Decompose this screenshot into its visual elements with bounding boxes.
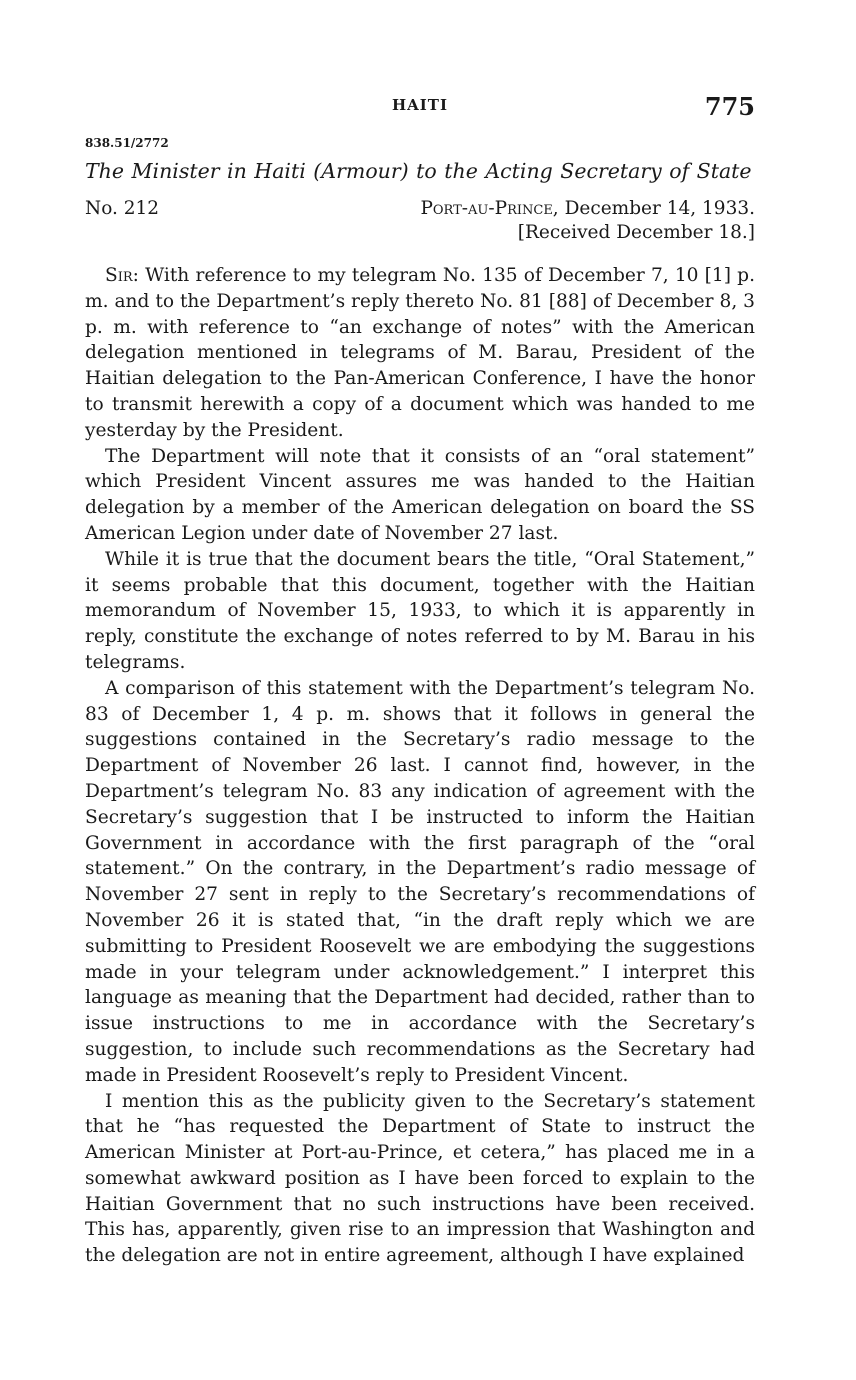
salutation: Sir:: [105, 265, 139, 286]
running-head: [85, 92, 755, 126]
paragraph: [85, 263, 755, 444]
paragraph: While it is true that the document bears the title, “Oral Statement,” it seems probable that this document, together with the Haitian memorandum of November 15, 1933, to which it is apparently in reply, constitute the exchange of notes referred to by M. Barau in his telegrams.: [85, 548, 755, 673]
received-date: [Received December 18.]: [517, 222, 755, 243]
document-number: No. 212: [85, 198, 160, 219]
paragraph: The Department will note that it consists of an “oral statement” which President Vincent assures me was handed to the Haitian delegation by a member of the American delegation on board the SS American Legion under date of November 27 last.: [85, 445, 755, 544]
document-page: [85, 92, 755, 1269]
page-number: 775: [704, 92, 755, 121]
paragraph-text: With reference to my telegram No. 135 of December 7, 10 [1] p. m. and to the Department’s reply thereto No. 81 [88] of December 8, 3 p. m. with reference to “an exchange of notes” with the American delegation mentioned in telegrams of M. Barau, President of the Haitian delegation to the Pan-American Conference, I have the honor to transmit herewith a copy of a document which was handed to me yesterday by the President.: [85, 265, 755, 441]
running-title: HAITI: [391, 96, 448, 114]
place-and-date: [420, 198, 755, 219]
dateline: [85, 198, 755, 252]
paragraph: I mention this as the publicity given to the Secretary’s statement that he “has requested the Department of State to instruct the American Minister at Port-au-Prince, et cetera,” has placed me in a somewhat awkward position as I have been forced to explain to the Haitian Government that no such instructions have been received. This has, apparently, given rise to an impression that Washington and the delegation are not in entire agreement, although I have explained: [85, 1090, 755, 1267]
paragraph: A comparison of this statement with the Department’s telegram No. 83 of December 1, 4 p. m. shows that it follows in general the suggestions contained in the Secretary’s radio message to the Department of November 26 last. I cannot find, however, in the Department’s telegram No. 83 any indication of agreement with the Secretary’s suggestion that I be instructed to inform the Haitian Government in accordance with the first paragraph of the “oral statement.” On the contrary, in the Department’s radio message of November 27 sent in reply to the Secretary’s recommendations of November 26 it is stated that, “in the draft reply which we are submitting to President Roosevelt we are embodying the suggestions made in your telegram under acknowledgement.” I interpret this language as meaning that the Department had decided, rather than to issue instructions to me in accordance with the Secretary’s suggestion, to include such recommendations as the Secretary had made in President Roosevelt’s reply to President Vincent.: [85, 677, 755, 1086]
letter-body: [85, 263, 755, 1269]
file-number: 838.51/2772: [85, 136, 169, 150]
date: December 14, 1933.: [564, 198, 755, 219]
document-heading: The Minister in Haiti (Armour) to the Acting Secretary of State: [85, 159, 752, 183]
place: Port-au-Prince,: [420, 198, 559, 219]
